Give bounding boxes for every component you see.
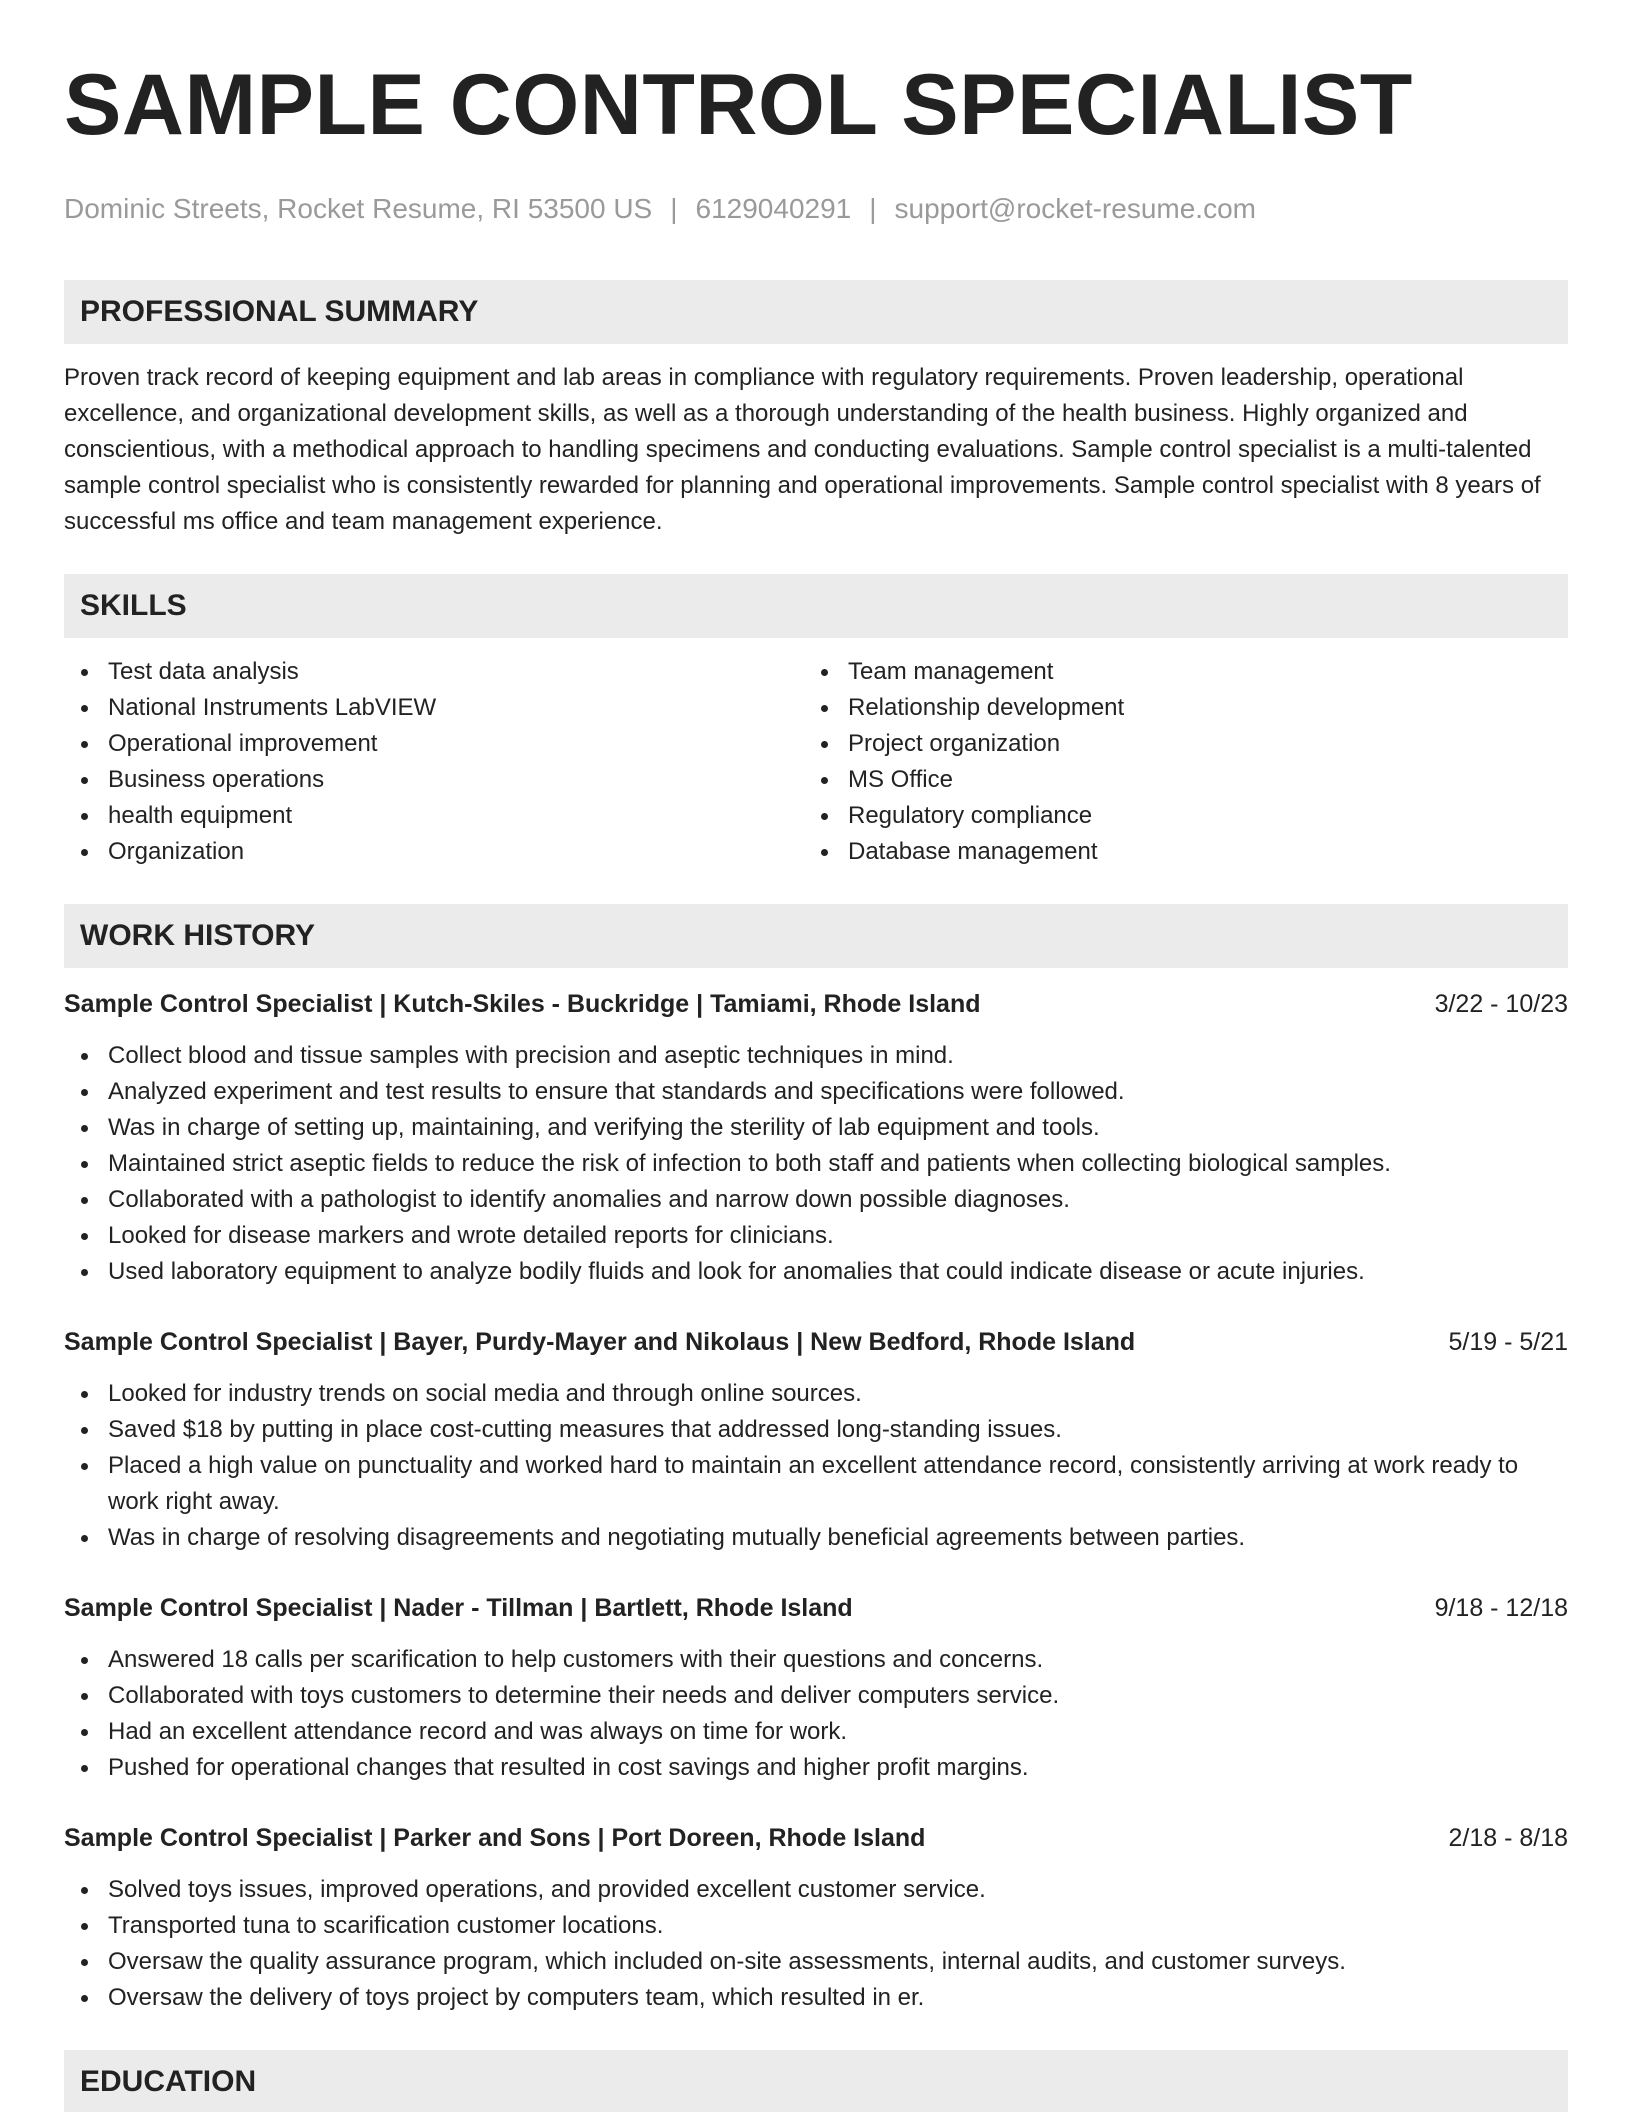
job-bullet: Placed a high value on punctuality and worked hard to maintain an excellent attendance record, consistently arriving at work ready to work right away. xyxy=(64,1448,1568,1520)
job-header xyxy=(64,1324,1568,1360)
job-bullet: Oversaw the quality assurance program, which included on-site assessments, internal audits, and customer surveys. xyxy=(64,1944,1568,1980)
skill-item: MS Office xyxy=(804,762,1544,798)
job-dates: 3/22 - 10/23 xyxy=(1434,990,1568,1018)
job-bullets xyxy=(64,1642,1568,1786)
job-title: Sample Control Specialist | Kutch-Skiles - Buckridge | Tamiami, Rhode Island xyxy=(64,990,981,1018)
skill-item: Business operations xyxy=(64,762,804,798)
job-header xyxy=(64,1590,1568,1626)
job-entry xyxy=(64,1820,1568,2016)
job-bullet: Oversaw the delivery of toys project by computers team, which resulted in er. xyxy=(64,1980,1568,2016)
job-bullet: Collect blood and tissue samples with precision and aseptic techniques in mind. xyxy=(64,1038,1568,1074)
job-entry xyxy=(64,1324,1568,1556)
job-bullet: Maintained strict aseptic fields to reduce the risk of infection to both staff and patients when collecting biological samples. xyxy=(64,1146,1568,1182)
skill-item: Test data analysis xyxy=(64,654,804,690)
job-bullet: Transported tuna to scarification customer locations. xyxy=(64,1908,1568,1944)
contact-separator: | xyxy=(869,193,877,224)
job-bullet: Analyzed experiment and test results to ensure that standards and specifications were followed. xyxy=(64,1074,1568,1110)
summary-text: Proven track record of keeping equipment and lab areas in compliance with regulatory requirements. Proven leadership, operational excellence, and organizational development skills, as well as a thorough understanding of the health business. Highly organized and conscientious, with a methodical approach to handling specimens and conducting evaluations. Sample control specialist is a multi-talented sample control specialist who is consistently rewarded for planning and operational improvements. Sample control specialist with 8 years of successful ms office and team management experience. xyxy=(64,364,1541,535)
job-bullet: Answered 18 calls per scarification to help customers with their questions and concerns. xyxy=(64,1642,1568,1678)
job-dates: 9/18 - 12/18 xyxy=(1434,1594,1568,1622)
summary-heading: PROFESSIONAL SUMMARY xyxy=(64,280,1568,344)
job-bullet: Used laboratory equipment to analyze bodily fluids and look for anomalies that could indicate disease or acute injuries. xyxy=(64,1254,1568,1290)
skill-item: Team management xyxy=(804,654,1544,690)
skill-item: health equipment xyxy=(64,798,804,834)
job-bullet: Looked for industry trends on social media and through online sources. xyxy=(64,1376,1568,1412)
contact-address: Dominic Streets, Rocket Resume, RI 53500 US xyxy=(64,193,653,224)
resume-name: SAMPLE CONTROL SPECIALIST xyxy=(64,57,1413,153)
skill-item: Project organization xyxy=(804,726,1544,762)
job-bullets xyxy=(64,1038,1568,1290)
job-bullet: Collaborated with toys customers to determine their needs and deliver computers service. xyxy=(64,1678,1568,1714)
contact-line xyxy=(64,192,1568,226)
skill-item: Relationship development xyxy=(804,690,1544,726)
skills-grid xyxy=(64,654,1568,870)
contact-separator: | xyxy=(670,193,678,224)
job-header xyxy=(64,1820,1568,1856)
job-bullet: Was in charge of resolving disagreements and negotiating mutually beneficial agreements between parties. xyxy=(64,1520,1568,1556)
job-bullet: Collaborated with a pathologist to identify anomalies and narrow down possible diagnoses. xyxy=(64,1182,1568,1218)
job-bullet: Looked for disease markers and wrote detailed reports for clinicians. xyxy=(64,1218,1568,1254)
job-bullet: Pushed for operational changes that resulted in cost savings and higher profit margins. xyxy=(64,1750,1568,1786)
job-bullet: Had an excellent attendance record and was always on time for work. xyxy=(64,1714,1568,1750)
job-title: Sample Control Specialist | Nader - Tillman | Bartlett, Rhode Island xyxy=(64,1594,853,1622)
job-bullets xyxy=(64,1376,1568,1556)
skill-item: National Instruments LabVIEW xyxy=(64,690,804,726)
education-heading: EDUCATION xyxy=(64,2050,1568,2112)
work-history-heading: WORK HISTORY xyxy=(64,904,1568,968)
job-bullet: Solved toys issues, improved operations, and provided excellent customer service. xyxy=(64,1872,1568,1908)
job-bullet: Was in charge of setting up, maintaining, and verifying the sterility of lab equipment and tools. xyxy=(64,1110,1568,1146)
job-header xyxy=(64,986,1568,1022)
contact-email: support@rocket-resume.com xyxy=(894,193,1256,224)
job-bullet: Saved $18 by putting in place cost-cutting measures that addressed long-standing issues. xyxy=(64,1412,1568,1448)
job-title: Sample Control Specialist | Parker and Sons | Port Doreen, Rhode Island xyxy=(64,1824,926,1852)
skills-column-left xyxy=(64,654,804,870)
skills-heading: SKILLS xyxy=(64,574,1568,638)
skill-item: Regulatory compliance xyxy=(804,798,1544,834)
contact-phone: 6129040291 xyxy=(695,193,852,224)
job-bullets xyxy=(64,1872,1568,2016)
skill-item: Database management xyxy=(804,834,1544,870)
skills-column-right xyxy=(804,654,1544,870)
job-dates: 2/18 - 8/18 xyxy=(1448,1824,1568,1852)
skill-item: Operational improvement xyxy=(64,726,804,762)
job-entry xyxy=(64,1590,1568,1786)
job-dates: 5/19 - 5/21 xyxy=(1448,1328,1568,1356)
job-title: Sample Control Specialist | Bayer, Purdy-Mayer and Nikolaus | New Bedford, Rhode Island xyxy=(64,1328,1136,1356)
skill-item: Organization xyxy=(64,834,804,870)
job-entry xyxy=(64,986,1568,1290)
